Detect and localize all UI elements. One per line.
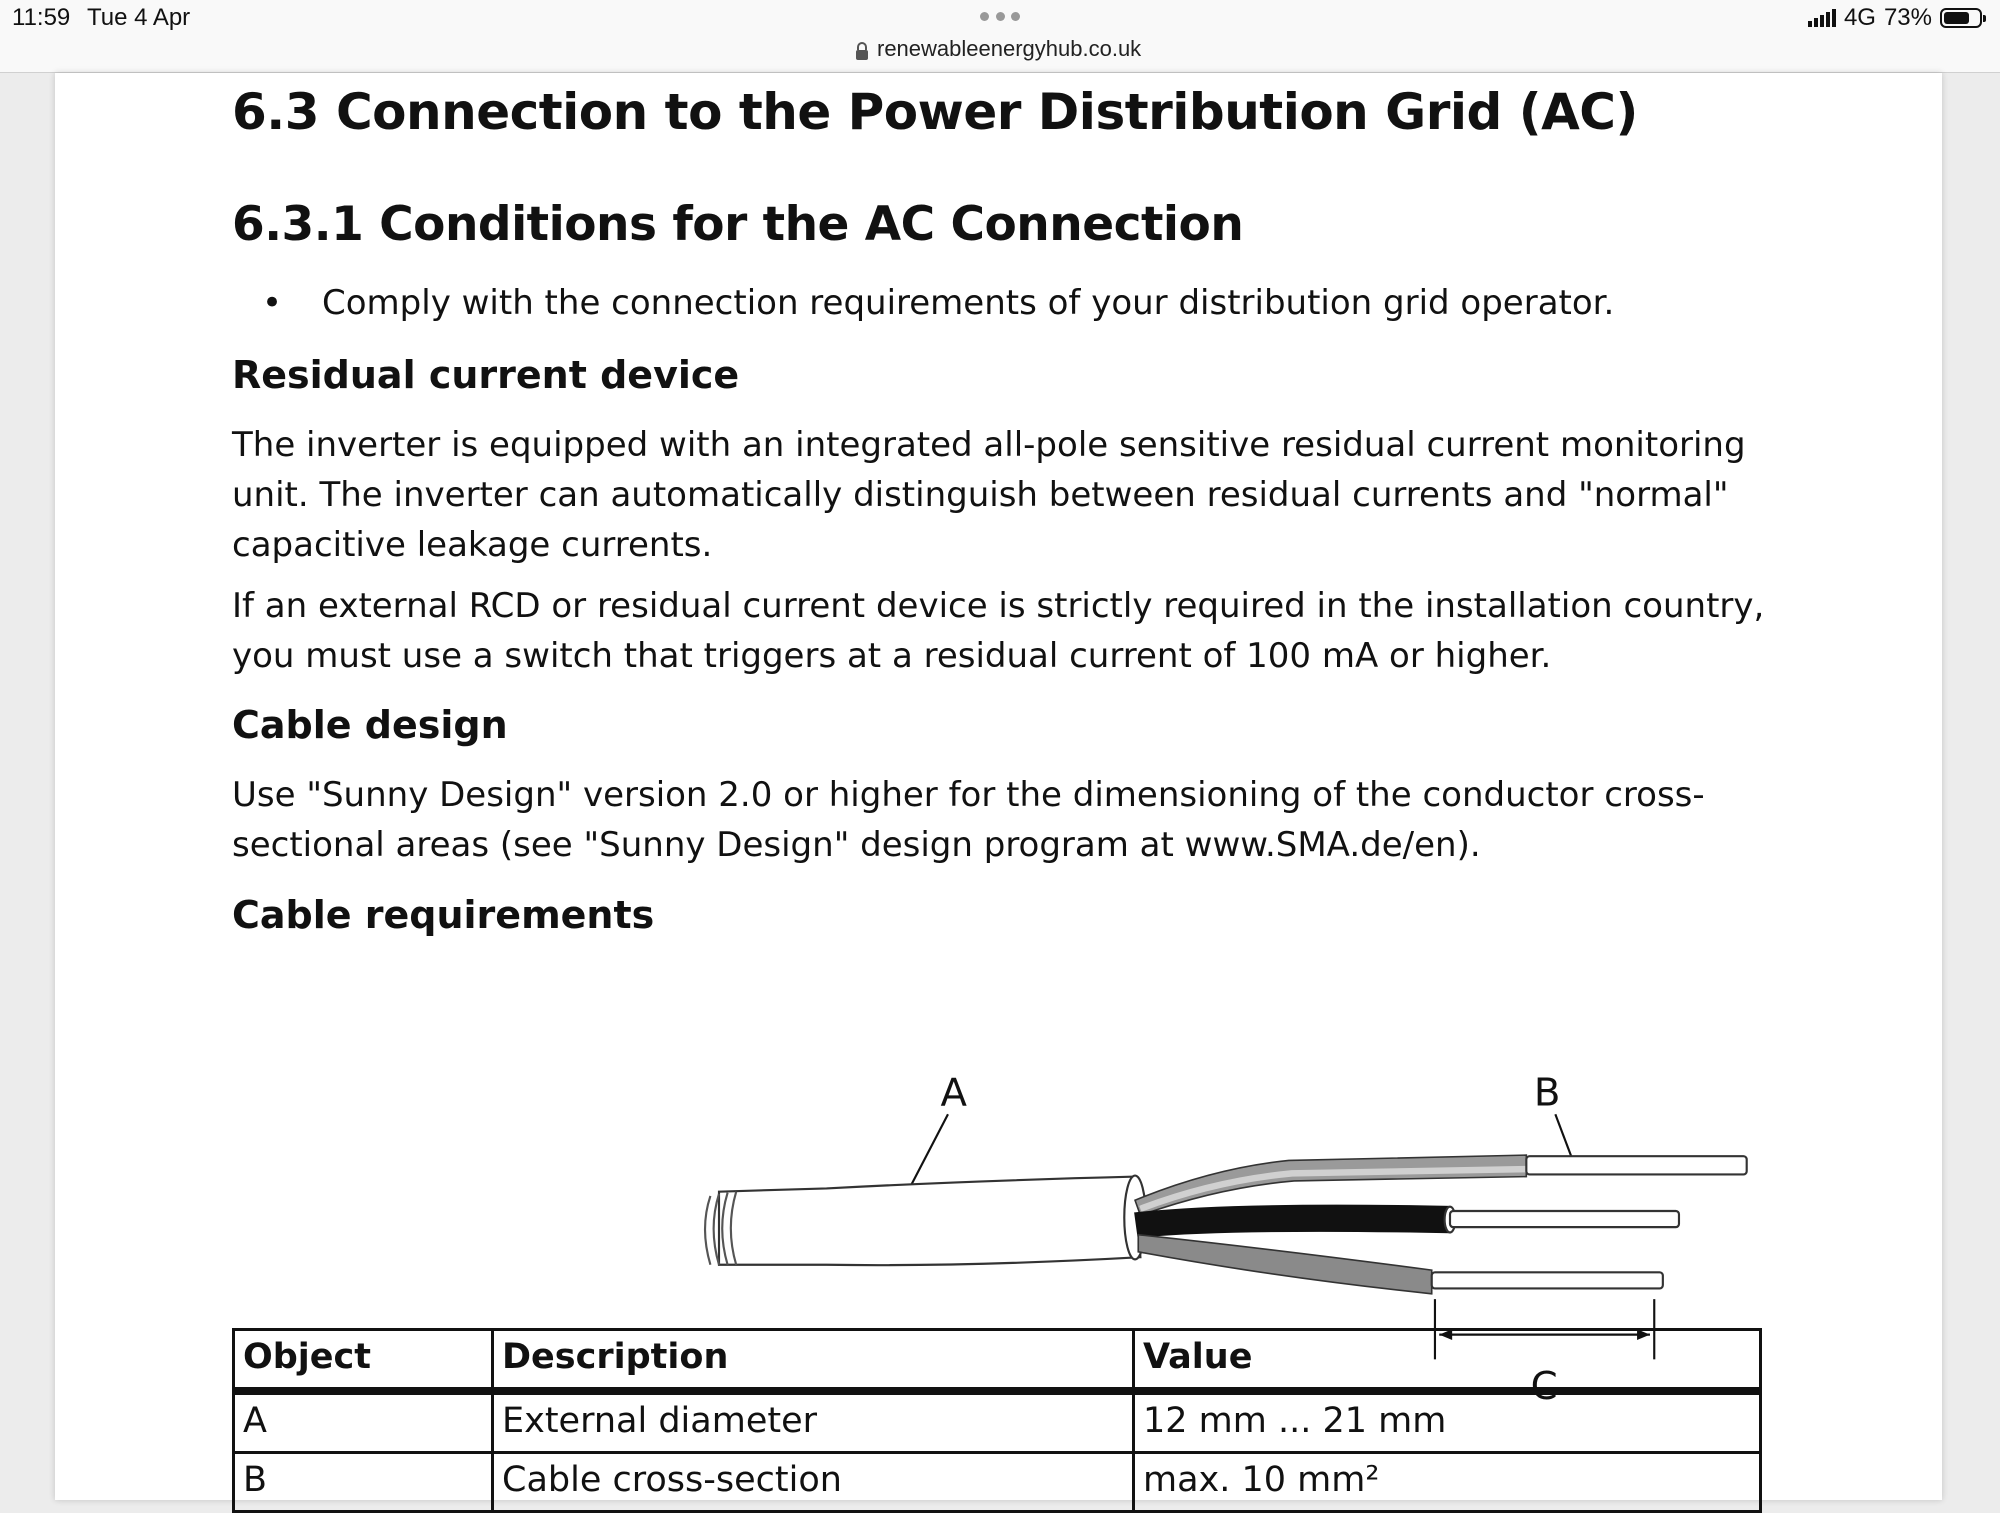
cable-requirements-table xyxy=(232,1328,1762,1513)
url-text: renewableenergyhub.co.uk xyxy=(877,36,1142,61)
table-cell-value: max. 10 mm² xyxy=(1134,1453,1761,1512)
table-cell-object: A xyxy=(234,1391,493,1453)
rcd-heading: Residual current device xyxy=(232,353,740,397)
cable-diagram xyxy=(55,953,1942,1410)
multitasking-dots-icon[interactable] xyxy=(980,12,1020,22)
table-header-description: Description xyxy=(493,1330,1134,1392)
table-header-object: Object xyxy=(234,1330,493,1392)
table-row xyxy=(234,1453,1761,1512)
status-bar xyxy=(0,0,2000,73)
cable-requirements-heading: Cable requirements xyxy=(232,893,655,937)
table-row xyxy=(234,1391,1761,1453)
status-date: Tue 4 Apr xyxy=(87,4,191,31)
address-bar[interactable] xyxy=(855,36,1141,62)
table-cell-object: B xyxy=(234,1453,493,1512)
rcd-paragraph-2: If an external RCD or residual current device is strictly required in the installation country, you must use a switch that triggers at a residual current of 100 mA or higher. xyxy=(232,586,1765,676)
diagram-label-b: B xyxy=(1533,1070,1561,1116)
document-page xyxy=(55,73,1942,1500)
network-type: 4G xyxy=(1843,4,1876,31)
battery-icon xyxy=(1940,8,1982,28)
bullet-marker: • xyxy=(262,283,283,323)
bullet-text: Comply with the connection requirements of your distribution grid operator. xyxy=(322,283,1615,323)
table-header-value: Value xyxy=(1134,1330,1761,1392)
table-cell-value: 12 mm ... 21 mm xyxy=(1134,1391,1761,1453)
cable-design-paragraph: Use "Sunny Design" version 2.0 or higher for the dimensioning of the conductor cross-sectional areas (see "Sunny Design" design program at www.SMA.de/en). xyxy=(232,775,1705,865)
status-indicators xyxy=(1808,4,1982,32)
subsection-heading: 6.3.1 Conditions for the AC Connection xyxy=(232,197,1244,252)
signal-strength-icon xyxy=(1808,9,1836,27)
diagram-label-a: A xyxy=(940,1070,967,1116)
lock-icon xyxy=(855,40,869,58)
status-time: 11:59 xyxy=(12,4,71,31)
rcd-paragraph-1: The inverter is equipped with an integrated all-pole sensitive residual current monitoring unit. The inverter can automatically distinguish between residual currents and "normal" capacitive leakage currents. xyxy=(232,425,1746,565)
section-heading: 6.3 Connection to the Power Distribution Grid (AC) xyxy=(232,83,1638,141)
cable-design-heading: Cable design xyxy=(232,703,508,747)
diagram-label-c: C xyxy=(1530,1364,1558,1410)
table-cell-description: External diameter xyxy=(493,1391,1134,1453)
table-header-row xyxy=(234,1330,1761,1392)
table-cell-description: Cable cross-section xyxy=(493,1453,1134,1512)
battery-percent: 73% xyxy=(1883,4,1932,31)
